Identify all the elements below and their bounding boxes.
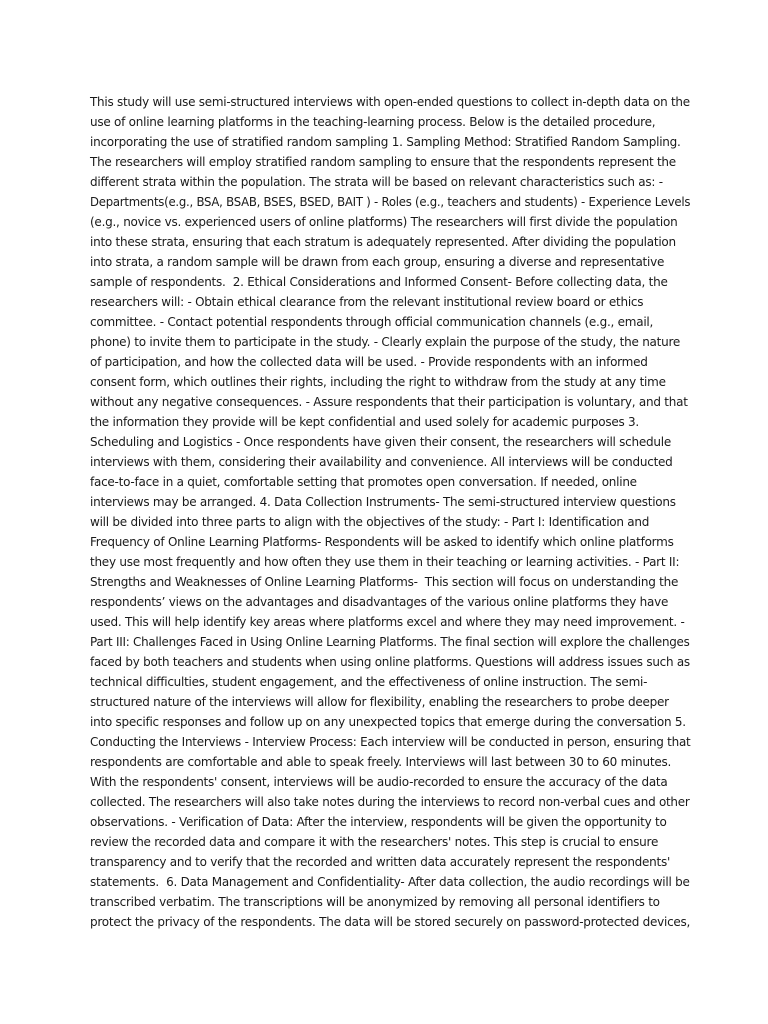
text-line: statements. 6. Data Management and Confidentiality- After data collection, the audio recordings will be [90, 875, 690, 889]
body-text [90, 92, 690, 932]
text-line: face-to-face in a quiet, comfortable setting that promotes open conversation. If needed, online [90, 475, 637, 489]
text-line: This study will use semi-structured interviews with open-ended questions to collect in-depth data on the [90, 95, 690, 109]
text-line: interviews with them, considering their availability and convenience. All interviews will be conducted [90, 455, 673, 469]
text-line: transcribed verbatim. The transcriptions will be anonymized by removing all personal identifiers to [90, 895, 660, 909]
text-line: different strata within the population. The strata will be based on relevant characteristics such as: - [90, 175, 663, 189]
text-line: With the respondents' consent, interviews will be audio-recorded to ensure the accuracy of the data [90, 775, 668, 789]
text-line: Departments(e.g., BSA, BSAB, BSES, BSED, BAIT ) - Roles (e.g., teachers and students) - Experience Levels [90, 195, 691, 209]
text-line: transparency and to verify that the recorded and written data accurately represent the respondents' [90, 855, 671, 869]
text-line: of participation, and how the collected data will be used. - Provide respondents with an informed [90, 355, 648, 369]
text-line: incorporating the use of stratified random sampling 1. Sampling Method: Stratified Random Sampling. [90, 135, 681, 149]
text-line: (e.g., novice vs. experienced users of online platforms) The researchers will first divide the population [90, 215, 678, 229]
text-line: Conducting the Interviews - Interview Process: Each interview will be conducted in person, ensuring that [90, 735, 691, 749]
text-line: into specific responses and follow up on any unexpected topics that emerge during the conversation 5. [90, 715, 686, 729]
text-line: review the recorded data and compare it with the researchers' notes. This step is crucial to ensure [90, 835, 659, 849]
text-line: consent form, which outlines their rights, including the right to withdraw from the study at any time [90, 375, 666, 389]
text-line: into strata, a random sample will be drawn from each group, ensuring a diverse and representative [90, 255, 665, 269]
text-line: they use most frequently and how often they use them in their teaching or learning activities. - Part II: [90, 555, 680, 569]
text-line: committee. - Contact potential respondents through official communication channels (e.g., email, [90, 315, 654, 329]
text-line: technical difficulties, student engagement, and the effectiveness of online instruction. The semi- [90, 675, 648, 689]
text-line: sample of respondents. 2. Ethical Considerations and Informed Consent- Before collecting data, the [90, 275, 668, 289]
text-line: Scheduling and Logistics - Once respondents have given their consent, the researchers will schedule [90, 435, 671, 449]
text-line: structured nature of the interviews will allow for flexibility, enabling the researchers to probe deeper [90, 695, 669, 709]
text-line: collected. The researchers will also take notes during the interviews to record non-verbal cues and other [90, 795, 690, 809]
text-line: The researchers will employ stratified random sampling to ensure that the respondents represent the [90, 155, 676, 169]
text-line: use of online learning platforms in the teaching-learning process. Below is the detailed procedure, [90, 115, 656, 129]
text-line: interviews may be arranged. 4. Data Collection Instruments- The semi-structured interview questions [90, 495, 676, 509]
text-line: Strengths and Weaknesses of Online Learning Platforms- This section will focus on understanding the [90, 575, 679, 589]
text-line: used. This will help identify key areas where platforms excel and where they may need improvement. - [90, 615, 685, 629]
text-line: Frequency of Online Learning Platforms- Respondents will be asked to identify which online platforms [90, 535, 674, 549]
text-line: without any negative consequences. - Assure respondents that their participation is voluntary, and that [90, 395, 688, 409]
text-line: respondents’ views on the advantages and disadvantages of the various online platforms they have [90, 595, 669, 609]
text-line: Part III: Challenges Faced in Using Online Learning Platforms. The final section will explore the challenges [90, 635, 690, 649]
text-line: the information they provide will be kept confidential and used solely for academic purposes 3. [90, 415, 639, 429]
text-line: faced by both teachers and students when using online platforms. Questions will address issues such as [90, 655, 690, 669]
text-line: respondents are comfortable and able to speak freely. Interviews will last between 30 to 60 minutes. [90, 755, 672, 769]
text-line: phone) to invite them to participate in the study. - Clearly explain the purpose of the study, the nature [90, 335, 681, 349]
text-line: observations. - Verification of Data: After the interview, respondents will be given the opportunity to [90, 815, 667, 829]
text-line: into these strata, ensuring that each stratum is adequately represented. After dividing the population [90, 235, 676, 249]
text-line: will be divided into three parts to align with the objectives of the study: - Part I: Identification and [90, 515, 650, 529]
text-line: protect the privacy of the respondents. The data will be stored securely on password-protected devices, [90, 915, 691, 929]
text-line: researchers will: - Obtain ethical clearance from the relevant institutional review board or ethics [90, 295, 644, 309]
